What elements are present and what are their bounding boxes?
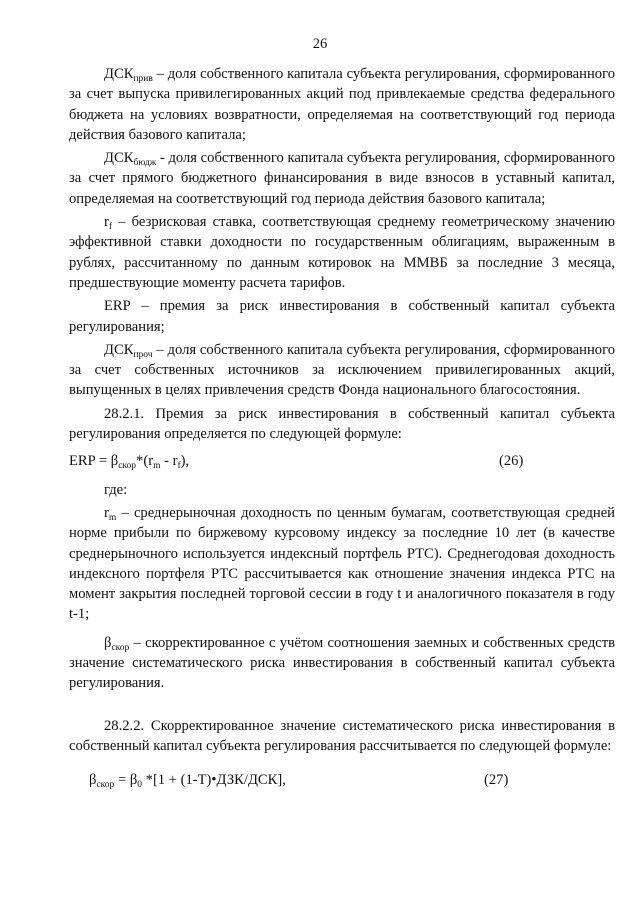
- formula-subscript: скор: [96, 780, 115, 791]
- formula-part: ERP = β: [69, 453, 119, 470]
- definition-text: – безрисковая ставка, соответствующая среднему геометрическому значению эффективной ставки доходности по государственным облигациям, выраженным в рублях, рассчитанному по данным котировок на ММВБ за последние 3 месяца, предшествующие моменту расчета тарифов.: [69, 214, 615, 291]
- page-number: 26: [312, 36, 328, 52]
- definition-dsk-proch: [69, 340, 615, 401]
- formula-number: (27): [484, 772, 509, 789]
- symbol: ДСК: [104, 66, 134, 82]
- symbol-subscript: скор: [111, 642, 130, 653]
- symbol-subscript: проч: [133, 349, 153, 360]
- definition-dsk-budzh: [69, 148, 615, 209]
- formula-part: β: [89, 772, 97, 789]
- definition-text: – премия за риск инвестирования в собственный капитал субъекта регулирования;: [69, 298, 615, 335]
- definition-rm: [69, 503, 615, 625]
- symbol-subscript: прив: [133, 74, 153, 84]
- section-28-2-1: 28.2.1. Премия за риск инвестирования в собственный капитал субъекта регулирования определяется по следующей формуле:: [69, 405, 615, 443]
- definition-text: - доля собственного капитала субъекта регулирования, сформированного за счет прямого бюджетного финансирования в виде взносов в уставный капитал, определяемая на соответствующий год периода действия базового капитала;: [69, 150, 615, 207]
- section-28-2-2: 28.2.2. Скорректированное значение систематического риска инвестирования в собственный капитал субъекта регулирования рассчитывается по следующей формуле:: [69, 717, 615, 754]
- definition-erp: [69, 296, 615, 337]
- definition-text: – доля собственного капитала субъекта регулирования, сформированного за счет собственных источников за исключением привилегированных акций, выпущенных в целях привлечения средств Фонда национального благосостояния.: [69, 341, 615, 399]
- formula-subscript: f: [177, 461, 181, 472]
- definition-dsk-priv: [69, 64, 615, 145]
- formula-subscript: 0: [137, 780, 142, 791]
- document-body: [69, 64, 615, 791]
- formula-part: ),: [180, 453, 190, 470]
- definition-text: – скорректированное с учётом соотношения заемных и собственных средств значение систематического риска инвестирования в собственный капитал субъекта регулирования.: [69, 634, 615, 692]
- symbol-subscript: f: [108, 222, 113, 233]
- symbol-subscript: m: [108, 512, 117, 523]
- definition-beta-skor: [69, 633, 615, 694]
- symbol-subscript: бюдж: [133, 158, 157, 169]
- formula-26: [69, 451, 615, 471]
- symbol: ДСК: [104, 150, 134, 167]
- symbol: β: [104, 634, 112, 651]
- symbol: ДСК: [104, 341, 134, 358]
- formula-part: = β: [114, 772, 138, 789]
- definition-rf: [69, 212, 615, 293]
- symbol: r: [104, 504, 109, 521]
- formula-27: [69, 770, 615, 790]
- where-label: где:: [104, 481, 128, 498]
- formula-subscript: скор: [118, 461, 137, 472]
- formula-number: (26): [499, 453, 524, 470]
- formula-part: *(r: [136, 453, 154, 470]
- symbol: r: [104, 214, 109, 231]
- definition-text: – среднерыночная доходность по ценным бумагам, соответствующая средней норме прибыли по биржевому курсовому индексу за последние 10 лет (в качестве среднерыночного используется индексный портфель РТС). Среднегодовая доходность индексного портфеля РТС рассчитывается как отношение значения индекса РТС на момент закрытия последней торговой сессии в году t и аналогичного показателя в году t-1;: [69, 504, 615, 623]
- definition-text: – доля собственного капитала субъекта регулирования, сформированного за счет выпуска привилегированных акций под привлекаемые средства федерального бюджета на условиях возвратности, определяемая на соответствующий год периода действия базового капитала;: [69, 66, 615, 143]
- formula-part: *[1 + (1-T)•ДЗК/ДСК],: [142, 772, 286, 789]
- symbol: ERP: [104, 298, 131, 315]
- formula-part: - r: [160, 453, 178, 470]
- formula-subscript: m: [153, 461, 161, 472]
